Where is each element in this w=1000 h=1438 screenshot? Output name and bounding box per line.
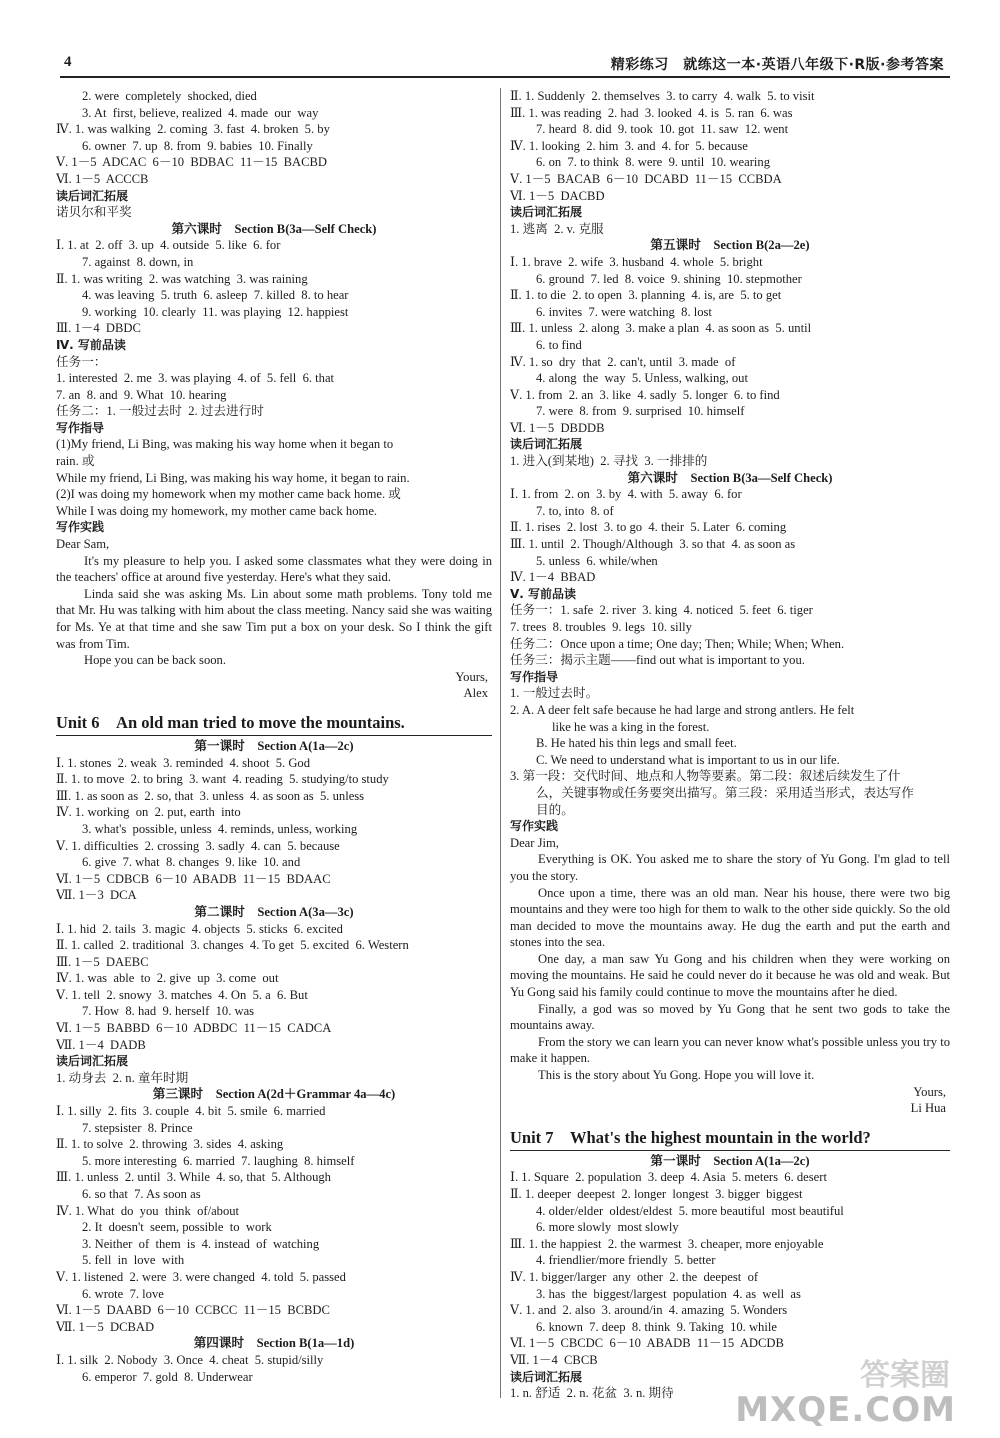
answer-line: 6. to find: [536, 337, 582, 352]
answer-line: While my friend, Li Bing, was making his way home, it began to rain.: [56, 470, 410, 485]
answer-line: 6. owner 7. up 8. from 9. babies 10. Finally: [82, 138, 313, 153]
answer-line: 5. more interesting 6. married 7. laughing 8. himself: [82, 1153, 355, 1168]
answer-line: Ⅲ. 1. unless 2. until 3. While 4. so, that 5. Although: [56, 1170, 331, 1185]
answer-line: 6. more slowly most slowly: [536, 1220, 679, 1235]
answer-line: Ⅴ. 1. and 2. also 3. around/in 4. amazing 5. Wonders: [510, 1303, 788, 1318]
answer-line: B. He hated his thin legs and small feet.: [536, 736, 737, 751]
unit-heading: Unit 7 What's the highest mountain in the world?: [510, 1127, 950, 1151]
answer-line: Ⅴ. 1－5 ADCAC 6－10 BDBAC 11－15 BACBD: [56, 155, 328, 170]
answer-line: Ⅶ. 1－4 DADB: [56, 1037, 146, 1052]
answer-line: Ⅰ. 1. stones 2. weak 3. reminded 4. shoot 5. God: [56, 755, 311, 770]
answer-line: Ⅰ. 1. Square 2. population 3. deep 4. Asia 5. meters 6. desert: [510, 1170, 827, 1185]
answer-line: 6. on 7. to think 8. were 9. until 10. wearing: [536, 155, 770, 170]
section-heading: 第六课时 Section B(3a—Self Check): [627, 470, 833, 485]
section-heading: 第三课时 Section A(2d＋Grammar 4a—4c): [152, 1087, 396, 1102]
answer-line: 6. ground 7. led 8. voice 9. shining 10. stepmother: [536, 271, 802, 286]
answer-line: Ⅲ. 1－5 DAEBC: [56, 954, 149, 969]
answer-line: 7. heard 8. did 9. took 10. got 11. saw 12. went: [536, 122, 789, 137]
answer-line: Ⅶ. 1－4 CBCB: [510, 1352, 598, 1367]
answer-line: Ⅳ. 1－4 BBAD: [510, 570, 596, 585]
answer-line: Ⅳ. 1. was able to 2. give up 3. come out: [56, 971, 279, 986]
section-heading: 第五课时 Section B(2a—2e): [650, 238, 810, 253]
answer-line: 6. give 7. what 8. changes 9. like 10. and: [82, 855, 301, 870]
answer-line: Ⅲ. 1. as soon as 2. so, that 3. unless 4. as soon as 5. unless: [56, 788, 365, 803]
answer-line: Ⅰ. 1. brave 2. wife 3. husband 4. whole 5. bright: [510, 254, 763, 269]
section-heading: 第一课时 Section A(1a—2c): [194, 738, 354, 753]
letter-signoff: Yours,: [913, 1084, 946, 1099]
unit-heading: Unit 6 An old man tried to move the mountains.: [56, 712, 492, 736]
answer-line: Ⅳ. 1. What do you think of/about: [56, 1203, 240, 1218]
answer-line: Ⅵ. 1－5 CDBCB 6－10 ABADB 11－15 BDAAC: [56, 871, 331, 886]
answer-line: Ⅲ. 1. the happiest 2. the warmest 3. cheaper, more enjoyable: [510, 1236, 824, 1251]
answer-line: Ⅵ. 1－5 BABBD 6－10 ADBDC 11－15 CADCA: [56, 1021, 332, 1036]
column-divider: [500, 88, 501, 1398]
section-heading: 第一课时 Section A(1a—2c): [650, 1153, 810, 1168]
page-header: [60, 50, 950, 78]
answer-line: Ⅱ. 1. was writing 2. was watching 3. was raining: [56, 271, 308, 286]
answer-line: 6. wrote 7. love: [82, 1286, 164, 1301]
answer-line: Ⅳ. 1. was walking 2. coming 3. fast 4. broken 5. by: [56, 122, 330, 137]
right-column: [510, 88, 950, 1402]
subsection-label: 写作指导: [56, 420, 105, 435]
answer-line: Ⅴ. 1. listened 2. were 3. were changed 4. told 5. passed: [56, 1269, 346, 1284]
answer-line: Ⅲ. 1－4 DBDC: [56, 321, 141, 336]
essay-paragraph: Once upon a time, there was an old man. Near his house, there were two big mountains and they were too high for them to walk to the other side quickly. So the old man decided to move the mountains away. He dug the earth and put the earth and stones into the sea.: [510, 885, 950, 950]
answer-line: 1. 动身去 2. n. 童年时期: [56, 1070, 189, 1085]
section-heading: 第二课时 Section A(3a—3c): [194, 904, 354, 919]
answer-line: 任务二：Once upon a time; One day; Then; While; When; When.: [510, 636, 845, 651]
answer-line: Ⅲ. 1. unless 2. along 3. make a plan 4. as soon as 5. until: [510, 321, 812, 336]
answer-line: 3. has the biggest/largest population 4. as well as: [536, 1286, 801, 1301]
answer-line: Ⅰ. 1. from 2. on 3. by 4. with 5. away 6. for: [510, 487, 742, 502]
left-column: [56, 88, 492, 1385]
header-title: 精彩练习 就练这一本·英语八年级下·R版·参考答案: [610, 57, 944, 73]
essay-paragraph: From the story we can learn you can never know what's possible unless you try to make it happen.: [510, 1034, 950, 1066]
answer-line: 任务一：: [56, 354, 107, 369]
answer-line: (1)My friend, Li Bing, was making his way home when it began to: [56, 437, 394, 452]
answer-line: 5. unless 6. while/when: [536, 553, 658, 568]
answer-line: 3. At first, believe, realized 4. made our way: [82, 105, 319, 120]
answer-line: Ⅱ. 1. to move 2. to bring 3. want 4. reading 5. studying/to study: [56, 772, 389, 787]
letter-signoff: Alex: [463, 686, 488, 701]
answer-line: Ⅰ. 1. silly 2. fits 3. couple 4. bit 5. smile 6. married: [56, 1104, 326, 1119]
answer-line: 7. an 8. and 9. What 10. hearing: [56, 387, 227, 402]
answer-line: 2. were completely shocked, died: [82, 89, 257, 103]
answer-line: 1. 进入(到某地) 2. 寻找 3. 一排排的: [510, 454, 708, 469]
answer-line: Ⅴ. 1. difficulties 2. crossing 3. sadly 4. can 5. because: [56, 838, 340, 853]
watermark-site: MXQE.COM: [735, 1390, 956, 1430]
essay-paragraph: This is the story about Yu Gong. Hope you will love it.: [538, 1068, 815, 1083]
answer-line: 9. working 10. clearly 11. was playing 12. happiest: [82, 304, 349, 319]
section-heading: 第四课时 Section B(1a—1d): [193, 1336, 355, 1351]
answer-line: 3. what's possible, unless 4. reminds, unless, working: [82, 821, 358, 836]
answer-line: 6. so that 7. As soon as: [82, 1187, 201, 1201]
answer-line: Ⅱ. 1. deeper deepest 2. longer longest 3. bigger biggest: [510, 1187, 803, 1201]
subsection-label: 写作指导: [510, 669, 559, 684]
answer-line: 1. 一般过去时。: [510, 686, 599, 701]
letter-signoff: Yours,: [455, 669, 488, 684]
answer-line: 任务一：1. safe 2. river 3. king 4. noticed 5. feet 6. tiger: [510, 603, 813, 618]
answer-line: 2. It doesn't seem, possible to work: [82, 1220, 272, 1235]
answer-line: Ⅶ. 1－5 DCBAD: [56, 1319, 155, 1334]
answer-line: Ⅱ. 1. to die 2. to open 3. planning 4. is, are 5. to get: [510, 288, 782, 303]
answer-line: Ⅳ. 1. working on 2. put, earth into: [56, 805, 241, 820]
subsection-label: 写作实践: [56, 520, 105, 535]
answer-line: Ⅳ. 1. bigger/larger any other 2. the deepest of: [510, 1269, 759, 1284]
answer-line: Ⅱ. 1. Suddenly 2. themselves 3. to carry 4. walk 5. to visit: [510, 89, 815, 103]
answer-line: 7. trees 8. troubles 9. legs 10. silly: [510, 620, 692, 634]
answer-line: Ⅲ. 1. until 2. Though/Although 3. so that 4. as soon as: [510, 537, 796, 552]
answer-line: Ⅵ. 1－5 CBCDC 6－10 ABADB 11－15 ADCDB: [510, 1336, 784, 1351]
subsection-label: 读后词汇拓展: [56, 188, 129, 203]
subsection-label: 写作实践: [510, 819, 559, 834]
answer-line: 4. friendlier/more friendly 5. better: [536, 1253, 716, 1268]
answer-line: 6. known 7. deep 8. think 9. Taking 10. while: [536, 1319, 777, 1334]
answer-line: Ⅵ. 1－5 DAABD 6－10 CCBCC 11－15 BCBDC: [56, 1303, 330, 1318]
answer-line: 1. interested 2. me 3. was playing 4. of 5. fell 6. that: [56, 371, 335, 386]
answer-line: 7. to, into 8. of: [536, 503, 614, 518]
answer-line: Ⅳ. 1. so dry that 2. can't, until 3. made of: [510, 354, 736, 369]
answer-line: 2. A. A deer felt safe because he had large and strong antlers. He felt: [510, 702, 855, 717]
answer-line: 么，关键事物或任务要突出描写。第三段：采用适当形式，表达写作: [536, 785, 914, 800]
subsection-label: Ⅴ. 写前品读: [510, 586, 577, 601]
answer-line: Ⅴ. 1－5 BACAB 6－10 DCABD 11－15 CCBDA: [510, 171, 782, 186]
essay-paragraph: Finally, a god was so moved by Yu Gong that he sent two gods to take the mountains away.: [510, 1001, 950, 1033]
answer-line: like he was a king in the forest.: [552, 719, 710, 734]
subsection-label: 读后词汇拓展: [56, 1054, 129, 1069]
section-heading: 第六课时 Section B(3a—Self Check): [171, 221, 377, 236]
answer-line: Ⅰ. 1. hid 2. tails 3. magic 4. objects 5. sticks 6. excited: [56, 921, 343, 936]
answer-line: Ⅰ. 1. at 2. off 3. up 4. outside 5. like 6. for: [56, 238, 281, 253]
answer-line: 诺贝尔和平奖: [56, 205, 132, 220]
answer-line: While I was doing my homework, my mother came back home.: [56, 503, 378, 518]
answer-line: 目的。: [536, 802, 574, 817]
answer-line: 7. stepsister 8. Prince: [82, 1120, 193, 1135]
answer-line: 6. emperor 7. gold 8. Underwear: [82, 1369, 253, 1384]
answer-line: Ⅵ. 1－5 DACBD: [510, 188, 605, 203]
answer-line: rain. 或: [56, 454, 95, 469]
subsection-label: 读后词汇拓展: [510, 205, 583, 220]
answer-line: Ⅶ. 1－3 DCA: [56, 888, 137, 903]
letter-signoff: Li Hua: [910, 1101, 946, 1116]
answer-line: 7. were 8. from 9. surprised 10. himself: [536, 404, 745, 419]
essay-paragraph: Hope you can be back soon.: [84, 653, 226, 668]
answer-line: Ⅰ. 1. silk 2. Nobody 3. Once 4. cheat 5. stupid/silly: [56, 1352, 324, 1367]
answer-line: Dear Jim,: [510, 835, 559, 850]
watermark-logo: 答案圈: [860, 1358, 950, 1393]
subsection-label: Ⅳ. 写前品读: [56, 337, 126, 352]
answer-line: C. We need to understand what is important to us in our life.: [536, 752, 840, 767]
answer-line: Ⅱ. 1. rises 2. lost 3. to go 4. their 5. Later 6. coming: [510, 520, 787, 535]
answer-line: 3. Neither of them is 4. instead of watching: [82, 1236, 320, 1251]
answer-line: 4. was leaving 5. truth 6. asleep 7. killed 8. to hear: [82, 288, 349, 303]
answer-line: Ⅴ. 1. from 2. an 3. like 4. sadly 5. longer 6. to find: [510, 387, 780, 402]
answer-line: 任务三：揭示主题——find out what is important to you.: [510, 653, 805, 668]
answer-line: Ⅵ. 1－5 DBDDB: [510, 420, 605, 435]
answer-line: Ⅱ. 1. called 2. traditional 3. changes 4. To get 5. excited 6. Western: [56, 938, 409, 953]
answer-line: 任务二：1. 一般过去时 2. 过去进行时: [56, 404, 264, 419]
essay-paragraph: It's my pleasure to help you. I asked some classmates what they were doing in the teachers' office at around five yesterday. Here's what they said.: [56, 553, 492, 585]
answer-line: 7. How 8. had 9. herself 10. was: [82, 1004, 255, 1019]
answer-line: 4. along the way 5. Unless, walking, out: [536, 371, 748, 386]
answer-line: 6. invites 7. were watching 8. lost: [536, 304, 712, 319]
answer-line: 4. older/elder oldest/eldest 5. more beautiful most beautiful: [536, 1203, 844, 1218]
answer-line: (2)I was doing my homework when my mother came back home. 或: [56, 487, 401, 502]
answer-line: Ⅳ. 1. looking 2. him 3. and 4. for 5. because: [510, 138, 748, 153]
subsection-label: 读后词汇拓展: [510, 437, 583, 452]
essay-paragraph: One day, a man saw Yu Gong and his children when they were working on moving the mountains. He said he could never do it because he was old and weak. But Yu Gong said his family could continue to move the mountains after he died.: [510, 951, 950, 1000]
essay-paragraph: Linda said she was asking Ms. Lin about some math problems. Tony told me that Mr. Hu was talking with him about the class meeting. Nancy said she was waiting for Ms. Ye at that time and she saw Tim put a box on your desk. So I think the gift was from Tim.: [56, 586, 492, 651]
page-number: 4: [64, 54, 72, 70]
answer-line: 7. against 8. down, in: [82, 254, 194, 269]
answer-line: Ⅲ. 1. was reading 2. had 3. looked 4. is 5. ran 6. was: [510, 105, 793, 120]
essay-paragraph: Everything is OK. You asked me to share the story of Yu Gong. I'm glad to tell you the story.: [510, 852, 950, 883]
answer-line: 5. fell in love with: [82, 1253, 185, 1268]
answer-line: 1. n. 舒适 2. n. 花盆 3. n. 期待: [510, 1386, 674, 1401]
answer-line: Ⅱ. 1. to solve 2. throwing 3. sides 4. asking: [56, 1137, 284, 1152]
answer-line: Ⅴ. 1. tell 2. snowy 3. matches 4. On 5. a 6. But: [56, 987, 308, 1002]
answer-line: 1. 逃离 2. v. 克服: [510, 221, 604, 236]
subsection-label: 读后词汇拓展: [510, 1369, 583, 1384]
answer-line: Dear Sam,: [56, 537, 110, 552]
answer-line: 3. 第一段：交代时间、地点和人物等要素。第二段：叙述后续发生了什: [510, 769, 901, 784]
answer-line: Ⅵ. 1－5 ACCCB: [56, 171, 149, 186]
